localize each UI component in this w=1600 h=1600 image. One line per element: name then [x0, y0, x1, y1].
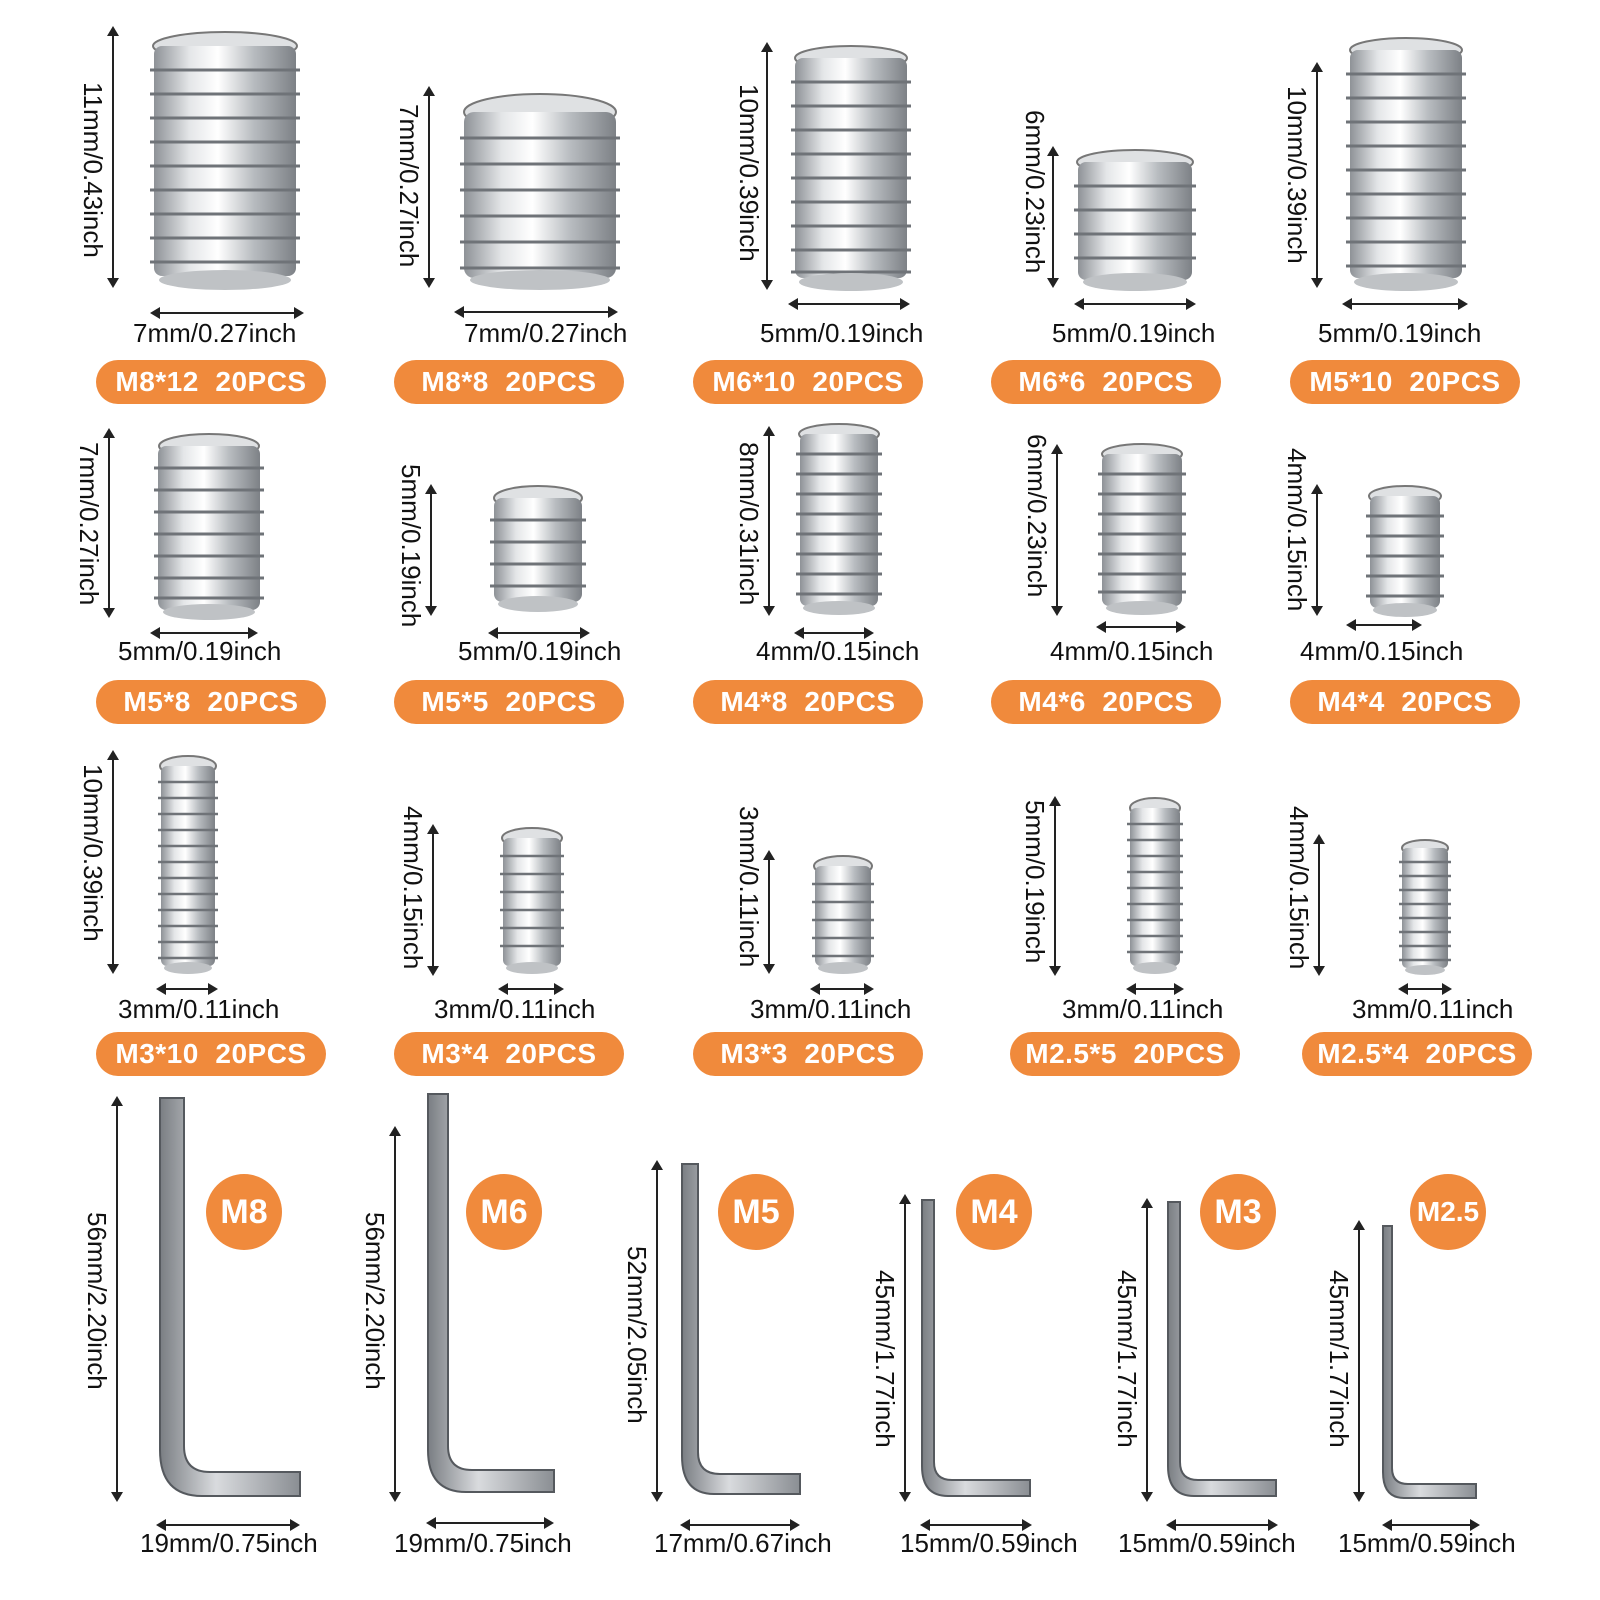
width-arrow	[500, 988, 562, 990]
height-label: 10mm/0.39inch	[78, 764, 108, 942]
set-screw-image	[150, 432, 268, 622]
height-arrow	[1052, 148, 1054, 286]
set-screw-image	[452, 92, 628, 292]
set-screw-image	[498, 826, 566, 976]
width-arrow	[152, 312, 302, 314]
size-quantity-badge: M5*8 20PCS	[96, 680, 326, 724]
size-badge: M5	[718, 1174, 794, 1250]
width-label: 4mm/0.15inch	[1300, 636, 1464, 666]
height-arrow	[1318, 836, 1320, 974]
set-screw-image	[1340, 36, 1472, 292]
height-label: 45mm/1.77inch	[870, 1270, 900, 1448]
height-arrow	[1316, 486, 1318, 614]
size-quantity-badge: M2.5*5 20PCS	[1010, 1032, 1240, 1076]
size-badge: M6	[466, 1174, 542, 1250]
width-label: 3mm/0.11inch	[750, 994, 912, 1024]
width-arrow	[428, 1522, 552, 1524]
size-badge: M4	[956, 1174, 1032, 1250]
width-arrow	[158, 988, 216, 990]
size-quantity-badge: M8*8 20PCS	[394, 360, 624, 404]
width-arrow	[490, 632, 588, 634]
width-label: 3mm/0.11inch	[434, 994, 596, 1024]
set-screw-image	[1096, 442, 1188, 616]
width-label: 15mm/0.59inch	[900, 1528, 1078, 1558]
height-label: 56mm/2.20inch	[82, 1212, 112, 1390]
width-arrow	[790, 303, 908, 305]
set-screw-image	[810, 854, 876, 976]
size-quantity-badge: M5*5 20PCS	[394, 680, 624, 724]
size-quantity-badge: M4*6 20PCS	[991, 680, 1221, 724]
height-arrow	[1056, 446, 1058, 614]
set-screw-image	[1364, 484, 1446, 618]
width-label: 17mm/0.67inch	[654, 1528, 832, 1558]
width-label: 7mm/0.27inch	[133, 318, 297, 348]
width-label: 5mm/0.19inch	[1318, 318, 1482, 348]
size-quantity-badge: M4*8 20PCS	[693, 680, 923, 724]
width-label: 4mm/0.15inch	[1050, 636, 1214, 666]
height-label: 8mm/0.31inch	[734, 442, 764, 606]
width-arrow	[1076, 303, 1194, 305]
height-arrow	[1146, 1200, 1148, 1500]
width-label: 19mm/0.75inch	[394, 1528, 572, 1558]
width-arrow	[812, 988, 872, 990]
height-label: 5mm/0.19inch	[1020, 800, 1050, 964]
width-arrow	[1344, 303, 1466, 305]
size-badge: M2.5	[1410, 1174, 1486, 1250]
height-arrow	[1054, 798, 1056, 974]
size-quantity-badge: M5*10 20PCS	[1290, 360, 1520, 404]
size-badge: M3	[1200, 1174, 1276, 1250]
height-arrow	[112, 752, 114, 972]
height-label: 10mm/0.39inch	[1282, 86, 1312, 264]
set-screw-image	[785, 44, 917, 292]
height-label: 45mm/1.77inch	[1112, 1270, 1142, 1448]
hex-key-image	[150, 1094, 306, 1506]
size-quantity-badge: M3*4 20PCS	[394, 1032, 624, 1076]
height-label: 11mm/0.43inch	[78, 82, 108, 258]
height-arrow	[394, 1128, 396, 1500]
set-screw-image	[1126, 796, 1184, 976]
set-screw-image	[794, 422, 884, 616]
height-arrow	[656, 1162, 658, 1500]
width-arrow	[796, 632, 872, 634]
height-arrow	[768, 428, 770, 614]
size-quantity-badge: M3*10 20PCS	[96, 1032, 326, 1076]
height-arrow	[430, 486, 432, 614]
height-label: 4mm/0.15inch	[398, 806, 428, 970]
width-arrow	[1348, 624, 1420, 626]
width-label: 19mm/0.75inch	[140, 1528, 318, 1558]
height-label: 45mm/1.77inch	[1324, 1270, 1354, 1448]
height-label: 6mm/0.23inch	[1022, 434, 1052, 598]
width-arrow	[682, 1524, 798, 1526]
height-label: 3mm/0.11inch	[734, 806, 764, 968]
height-arrow	[108, 430, 110, 616]
height-arrow	[116, 1098, 118, 1500]
set-screw-image	[486, 484, 590, 614]
height-arrow	[768, 852, 770, 972]
size-quantity-badge: M6*6 20PCS	[991, 360, 1221, 404]
size-quantity-badge: M6*10 20PCS	[693, 360, 923, 404]
width-arrow	[1400, 988, 1450, 990]
height-arrow	[428, 88, 430, 286]
width-label: 5mm/0.19inch	[458, 636, 622, 666]
height-label: 52mm/2.05inch	[622, 1246, 652, 1424]
width-arrow	[1098, 626, 1184, 628]
width-arrow	[1384, 1524, 1478, 1526]
height-arrow	[1316, 64, 1318, 286]
width-label: 4mm/0.15inch	[756, 636, 920, 666]
set-screw-image	[140, 30, 310, 292]
height-arrow	[112, 28, 114, 286]
height-label: 6mm/0.23inch	[1020, 110, 1050, 274]
width-label: 5mm/0.19inch	[118, 636, 282, 666]
height-arrow	[432, 826, 434, 974]
size-quantity-badge: M2.5*4 20PCS	[1302, 1032, 1532, 1076]
height-label: 7mm/0.27inch	[394, 104, 424, 268]
height-label: 56mm/2.20inch	[360, 1212, 390, 1390]
width-label: 3mm/0.11inch	[1352, 994, 1514, 1024]
width-arrow	[152, 632, 256, 634]
width-arrow	[1168, 1524, 1276, 1526]
set-screw-image	[1398, 838, 1452, 978]
height-label: 5mm/0.19inch	[396, 464, 426, 628]
height-arrow	[904, 1196, 906, 1500]
height-arrow	[766, 44, 768, 288]
size-quantity-badge: M4*4 20PCS	[1290, 680, 1520, 724]
width-label: 7mm/0.27inch	[464, 318, 628, 348]
hex-key-image	[420, 1090, 560, 1504]
width-arrow	[922, 1524, 1030, 1526]
size-quantity-badge: M8*12 20PCS	[96, 360, 326, 404]
width-label: 5mm/0.19inch	[1052, 318, 1216, 348]
set-screw-image	[1068, 148, 1202, 292]
height-label: 4mm/0.15inch	[1284, 806, 1314, 970]
size-quantity-badge: M3*3 20PCS	[693, 1032, 923, 1076]
width-label: 3mm/0.11inch	[1062, 994, 1224, 1024]
height-label: 10mm/0.39inch	[734, 84, 764, 262]
height-arrow	[1358, 1222, 1360, 1500]
width-label: 5mm/0.19inch	[760, 318, 924, 348]
width-label: 15mm/0.59inch	[1118, 1528, 1296, 1558]
height-label: 4mm/0.15inch	[1282, 448, 1312, 612]
size-badge: M8	[206, 1174, 282, 1250]
width-label: 15mm/0.59inch	[1338, 1528, 1516, 1558]
width-arrow	[1128, 988, 1182, 990]
hex-key-image	[1380, 1222, 1480, 1506]
height-label: 7mm/0.27inch	[74, 442, 104, 606]
set-screw-image	[156, 754, 220, 976]
width-label: 3mm/0.11inch	[118, 994, 280, 1024]
width-arrow	[158, 1524, 298, 1526]
width-arrow	[456, 311, 616, 313]
